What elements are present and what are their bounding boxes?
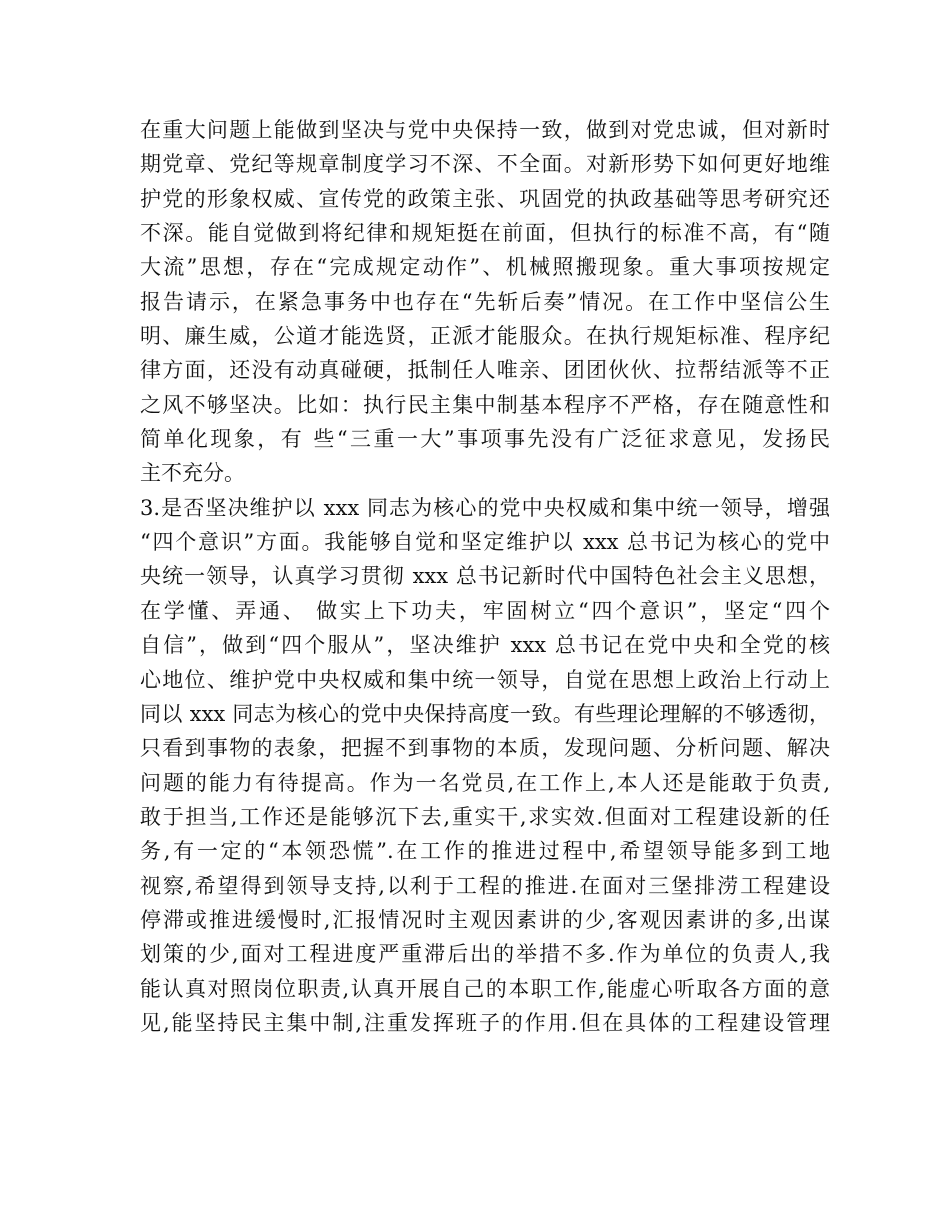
text-line: 律方面，还没有动真碰硬，抵制任人唯亲、团团伙伙、拉帮结派等不正 — [140, 358, 830, 383]
text-line: “四个意识”方面。我能够自觉和坚定维护以 xxx 总书记为核心的党中 — [140, 530, 830, 555]
text-line: 问题的能力有待提高。作为一名党员,在工作上,本人还是能敢于负责, — [140, 770, 830, 795]
text-line: 明、廉生威，公道才能选贤，正派才能服众。在执行规矩标准、程序纪 — [140, 324, 830, 349]
text-line: 3.是否坚决维护以 xxx 同志为核心的党中央权威和集中统一领导，增强 — [140, 495, 830, 520]
text-line: 只看到事物的表象，把握不到事物的本质，发现问题、分析问题、解决 — [140, 736, 830, 761]
text-line: 见,能坚持民主集中制,注重发挥班子的作用.但在具体的工程建设管理 — [140, 1010, 830, 1035]
text-line: 务,有一定的“本领恐慌”.在工作的推进过程中,希望领导能多到工地 — [140, 839, 830, 864]
text-line: 同以 xxx 同志为核心的党中央保持高度一致。有些理论理解的不够透彻， — [140, 701, 830, 726]
text-line: 主不充分。 — [140, 461, 245, 486]
body-text — [140, 113, 830, 1040]
text-line: 不深。能自觉做到将纪律和规矩挺在前面，但执行的标准不高，有“随 — [140, 221, 830, 246]
text-line: 之风不够坚决。比如：执行民主集中制基本程序不严格，存在随意性和 — [140, 392, 830, 417]
text-line: 视察,希望得到领导支持,以利于工程的推进.在面对三堡排涝工程建设 — [140, 873, 830, 898]
text-line: 停滞或推进缓慢时,汇报情况时主观因素讲的少,客观因素讲的多,出谋 — [140, 907, 830, 932]
text-line: 期党章、党纪等规章制度学习不深、不全面。对新形势下如何更好地维 — [140, 152, 830, 177]
text-line: 自信”，做到“四个服从”，坚决维护 xxx 总书记在党中央和全党的核 — [140, 633, 830, 658]
text-line: 在学懂、弄通、 做实上下功夫，牢固树立“四个意识”，坚定“四个 — [140, 598, 830, 623]
text-line: 护党的形象权威、宣传党的政策主张、巩固党的执政基础等思考研究还 — [140, 186, 830, 211]
text-line: 能认真对照岗位职责,认真开展自己的本职工作,能虚心听取各方面的意 — [140, 976, 830, 1001]
text-line: 简单化现象，有 些“三重一大”事项事先没有广泛征求意见，发扬民 — [140, 427, 830, 452]
text-line: 大流”思想，存在“完成规定动作”、机械照搬现象。重大事项按规定 — [140, 255, 830, 280]
text-line: 报告请示，在紧急事务中也存在“先斩后奏”情况。在工作中坚信公生 — [140, 289, 830, 314]
text-line: 央统一领导，认真学习贯彻 xxx 总书记新时代中国特色社会主义思想， — [140, 564, 830, 589]
text-line: 在重大问题上能做到坚决与党中央保持一致，做到对党忠诚，但对新时 — [140, 118, 830, 142]
text-line: 心地位、维护党中央权威和集中统一领导，自觉在思想上政治上行动上 — [140, 667, 830, 692]
text-line: 敢于担当,工作还是能够沉下去,重实干,求实效.但面对工程建设新的任 — [140, 804, 830, 829]
text-line: 划策的少,面对工程进度严重滞后出的举措不多.作为单位的负责人,我 — [140, 942, 830, 967]
